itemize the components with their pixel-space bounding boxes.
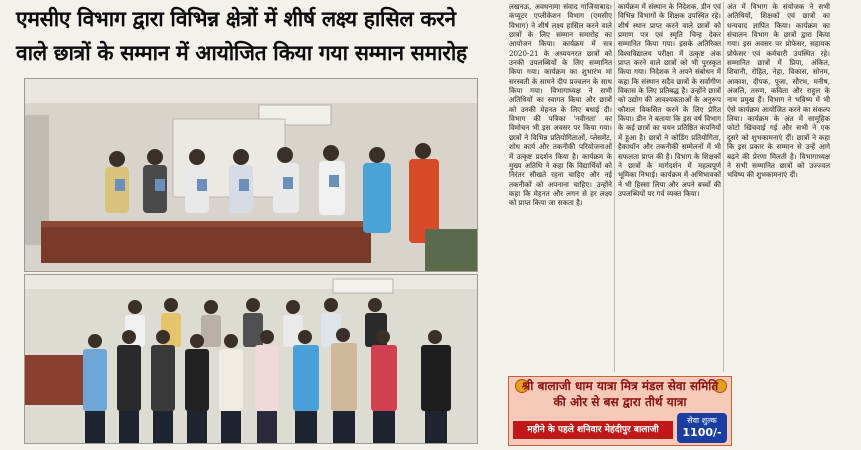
photo-ceremony — [24, 78, 478, 272]
ad-schedule: महीने के पहले शनिवार मेहंदीपुर बालाजी — [513, 421, 673, 439]
column-divider — [723, 2, 724, 372]
column-divider — [614, 2, 615, 372]
pilgrimage-advertisement — [508, 376, 732, 446]
ad-subtitle: की ओर से बस द्वारा तीर्थ यात्रा — [553, 395, 687, 409]
article-headline: एमसीए विभाग द्वारा विभिन्न क्षेत्रों में शीर्ष लक्ष्य हासिल करने वाले छात्रों के सम्मान में आयोजित किया गया सम्मान समारोह — [16, 6, 467, 65]
photo-group — [24, 274, 478, 444]
ad-title: श्री बालाजी धाम यात्रा मित्र मंडल सेवा समिति — [521, 379, 719, 393]
article-column-1: लखनऊ, अवधनामा संवाद गाजियाबाद। कंप्यूटर एप्लीकेशन विभाग (एमसीए विभाग) ने शीर्ष लक्ष्य हासिल करने वाले छात्रों के लिए सम्मान समारोह का आयोजन किया। कार्यक्रम में सत्र 2020-21 के अध्ययनरत छात्रों को उनकी उपलब्धियों के लिए सम्मानित किया गया। कार्यक्रम का शुभारंभ मां सरस्वती के सामने दीप प्रज्वलन के साथ किया गया। विभागाध्यक्ष ने सभी अतिथियों का स्वागत किया और छात्रों को उनकी मेहनत के लिए बधाई दी। विभाग की पत्रिका 'नवीनता' का विमोचन भी इस अवसर पर किया गया। छात्रों ने विभिन्न प्रतियोगिताओं, प्लेसमेंट, शोध कार्य और तकनीकी परियोजनाओं में उत्कृष्ट प्रदर्शन किया है। कार्यक्रम के मुख्य अतिथि ने कहा कि विद्यार्थियों को निरंतर सीखते रहना चाहिए और नई तकनीकों को अपनाना चाहिए। उन्होंने कहा कि मेहनत और लगन से हर लक्ष्य को प्राप्त किया जा सकता है। — [509, 2, 612, 208]
ad-price-badge — [677, 413, 727, 443]
ad-price-label: सेवा शुल्क — [687, 416, 717, 425]
article-column-3: अंत में विभाग के संयोजक ने सभी अतिथियों, शिक्षकों एवं छात्रों का धन्यवाद ज्ञापित किया। कार्यक्रम का संचालन विभाग के छात्रों द्वारा किया गया। इस अवसर पर प्रोफेसर, सहायक प्रोफेसर एवं कर्मचारी उपस्थित रहे। सम्मानित छात्रों में प्रिया, अंकित, शिवानी, रोहित, नेहा, विकास, सोनम, आकाश, दीपक, पूजा, सौरभ, मनीष, अंजलि, तरुण, कविता और राहुल के नाम प्रमुख हैं। विभाग ने भविष्य में भी ऐसे कार्यक्रम आयोजित करने का संकल्प लिया। कार्यक्रम के अंत में सामूहिक फोटो खिंचवाई गई और सभी ने एक दूसरे को शुभकामनाएं दीं। छात्रों ने कहा कि इस प्रकार के सम्मान से उन्हें आगे बढ़ने की प्रेरणा मिलती है। विभागाध्यक्ष ने सभी सम्मानित छात्रों को उज्ज्वल भविष्य की शुभकामनाएं दीं। — [727, 2, 830, 180]
ad-price-value: 1100/- — [682, 426, 722, 439]
article-column-2: कार्यक्रम में संस्थान के निदेशक, डीन एवं विभिन्न विभागों के शिक्षक उपस्थित रहे। शीर्ष स्थान प्राप्त करने वाले छात्रों को प्रमाण पत्र एवं स्मृति चिन्ह देकर सम्मानित किया गया। इसके अतिरिक्त विश्वविद्यालय परीक्षा में उत्कृष्ट अंक प्राप्त करने वाले छात्रों को भी पुरस्कृत किया गया। निदेशक ने अपने संबोधन में कहा कि संस्थान सदैव छात्रों के सर्वांगीण विकास के लिए प्रतिबद्ध है। उन्होंने छात्रों को उद्योग की आवश्यकताओं के अनुरूप कौशल विकसित करने के लिए प्रेरित किया। डीन ने बताया कि इस वर्ष विभाग के कई छात्रों का चयन प्रतिष्ठित कंपनियों में हुआ है। छात्रों ने कोडिंग प्रतियोगिता, हैकाथॉन और तकनीकी सम्मेलनों में भी सफलता प्राप्त की है। विभाग के शिक्षकों ने छात्रों के मार्गदर्शन में महत्वपूर्ण भूमिका निभाई। कार्यक्रम में अभिभावकों ने भी हिस्सा लिया और अपने बच्चों की उपलब्धियों पर गर्व व्यक्त किया। — [618, 2, 721, 198]
